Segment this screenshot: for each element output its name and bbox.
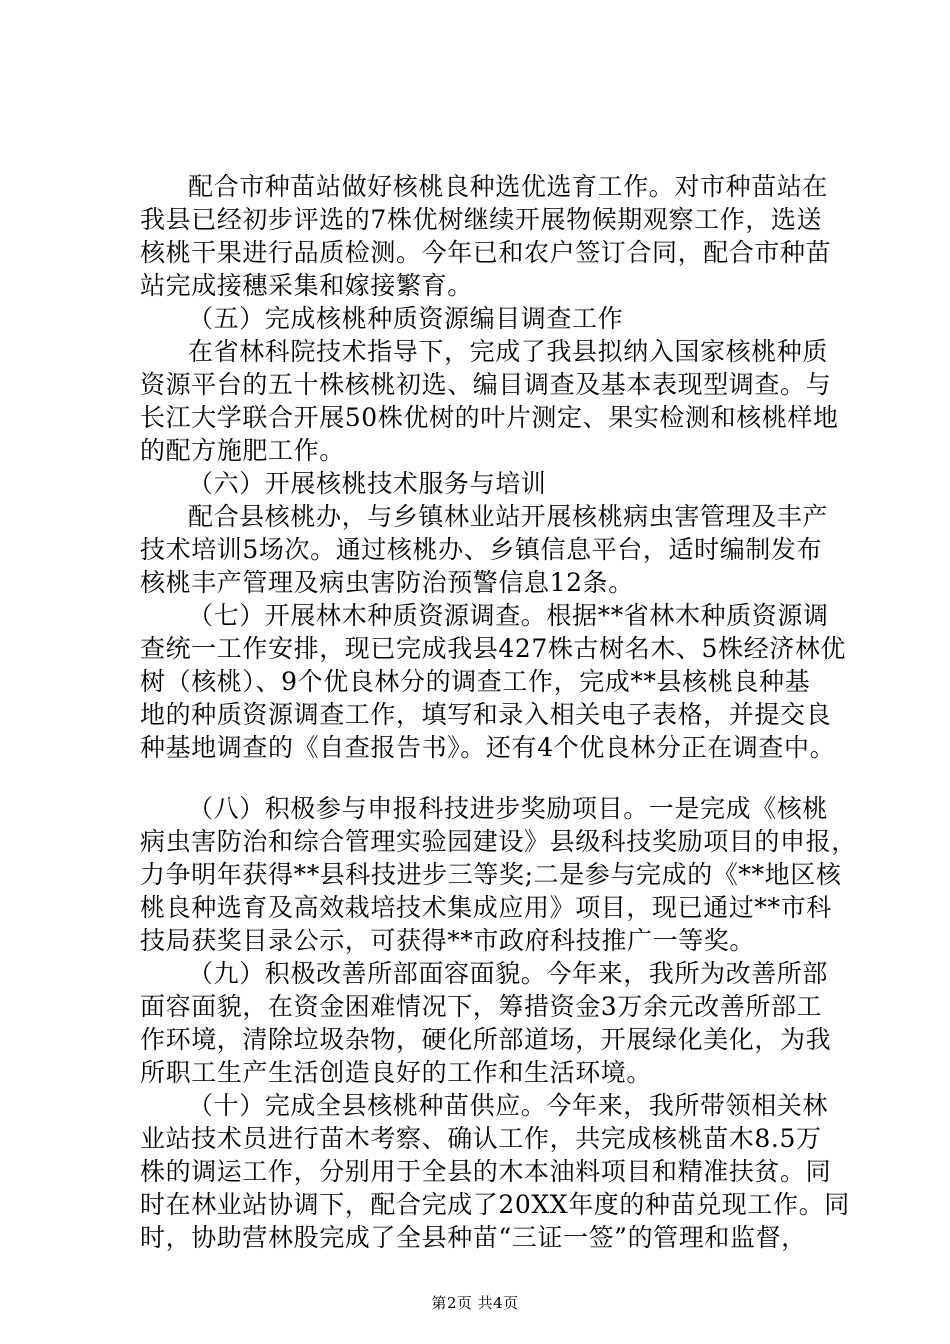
paragraph-line: 树（核桃）、9个优良林分的调查工作，完成**县核桃良种基 — [140, 667, 811, 696]
paragraph-line: （九）积极改善所部面容面貌。今年来，我所为改善所部 — [188, 959, 829, 988]
paragraph-line: 资源平台的五十株核桃初选、编目调查及基本表现型调查。与 — [140, 370, 832, 399]
paragraph-line: 技局获奖目录公示，可获得**市政府科技推广一等奖。 — [140, 926, 756, 955]
paragraph-line: 株的调运工作，分别用于全县的木本油料项目和精准扶贫。同 — [140, 1157, 832, 1186]
paragraph-line: 的配方施肥工作。 — [140, 436, 345, 465]
section-heading: （五）完成核桃种质资源编目调查工作 — [188, 304, 624, 333]
section-heading: （六）开展核桃技术服务与培训 — [188, 469, 547, 498]
paragraph-line: 病虫害防治和综合管理实验园建设》县级科技奖励项目的申报， — [140, 827, 857, 856]
paragraph-line: 种基地调查的《自查报告书》。还有4个优良林分正在调查中。 — [140, 733, 836, 762]
paragraph-line: （十）完成全县核桃种苗供应。今年来，我所带领相关林 — [188, 1091, 829, 1120]
paragraph-line: 力争明年获得**县科技进步三等奖;二是参与完成的《**地区核 — [140, 860, 842, 889]
paragraph-line: 技术培训5场次。通过核桃办、乡镇信息平台，适时编制发布 — [140, 535, 823, 564]
paragraph-line: 核桃干果进行品质检测。今年已和农户签订合同，配合市种苗 — [140, 238, 832, 267]
page-number-footer: 第2页 共4页 — [431, 1294, 519, 1312]
paragraph-line: （七）开展林木种质资源调查。根据**省林木种质资源调 — [188, 601, 829, 630]
paragraph-line: 我县已经初步评选的7株优树继续开展物候期观察工作，选送 — [140, 205, 823, 234]
paragraph-line: 桃良种选育及高效栽培技术集成应用》项目，现已通过**市科 — [140, 893, 832, 922]
paragraph-line: 面容面貌，在资金困难情况下，筹措资金3万余元改善所部工 — [140, 992, 823, 1021]
paragraph-line: 业站技术员进行苗木考察、确认工作，共完成核桃苗木8.5万 — [140, 1124, 822, 1153]
paragraph-line: 时在林业站协调下，配合完成了20XX年度的种苗兑现工作。同 — [140, 1190, 850, 1219]
paragraph-line: 长江大学联合开展50株优树的叶片测定、果实检测和核桃样地 — [140, 403, 839, 432]
paragraph-line: 作环境，清除垃圾杂物，硬化所部道场，开展绿化美化，为我 — [140, 1025, 832, 1054]
paragraph-line: 时，协助营林股完成了全县种苗“三证一签”的管理和监督， — [140, 1223, 807, 1252]
paragraph-line: 配合县核桃办，与乡镇林业站开展核桃病虫害管理及丰产 — [188, 502, 829, 531]
paragraph-line: （八）积极参与申报科技进步奖励项目。一是完成《核桃 — [188, 794, 829, 823]
paragraph-line: 配合市种苗站做好核桃良种选优选育工作。对市种苗站在 — [188, 172, 829, 201]
paragraph-line: 站完成接穗采集和嫁接繁育。 — [140, 271, 473, 300]
paragraph-line: 核桃丰产管理及病虫害防治预警信息12条。 — [140, 568, 634, 597]
document-body — [140, 170, 857, 1254]
paragraph-line: 地的种质资源调查工作，填写和录入相关电子表格，并提交良 — [140, 700, 832, 729]
paragraph-line: 查统一工作安排，现已完成我县427株古树名木、5株经济林优 — [140, 634, 847, 663]
paragraph-line: 在省林科院技术指导下，完成了我县拟纳入国家核桃种质 — [188, 337, 829, 366]
paragraph-line: 所职工生产生活创造良好的工作和生活环境。 — [140, 1058, 653, 1087]
